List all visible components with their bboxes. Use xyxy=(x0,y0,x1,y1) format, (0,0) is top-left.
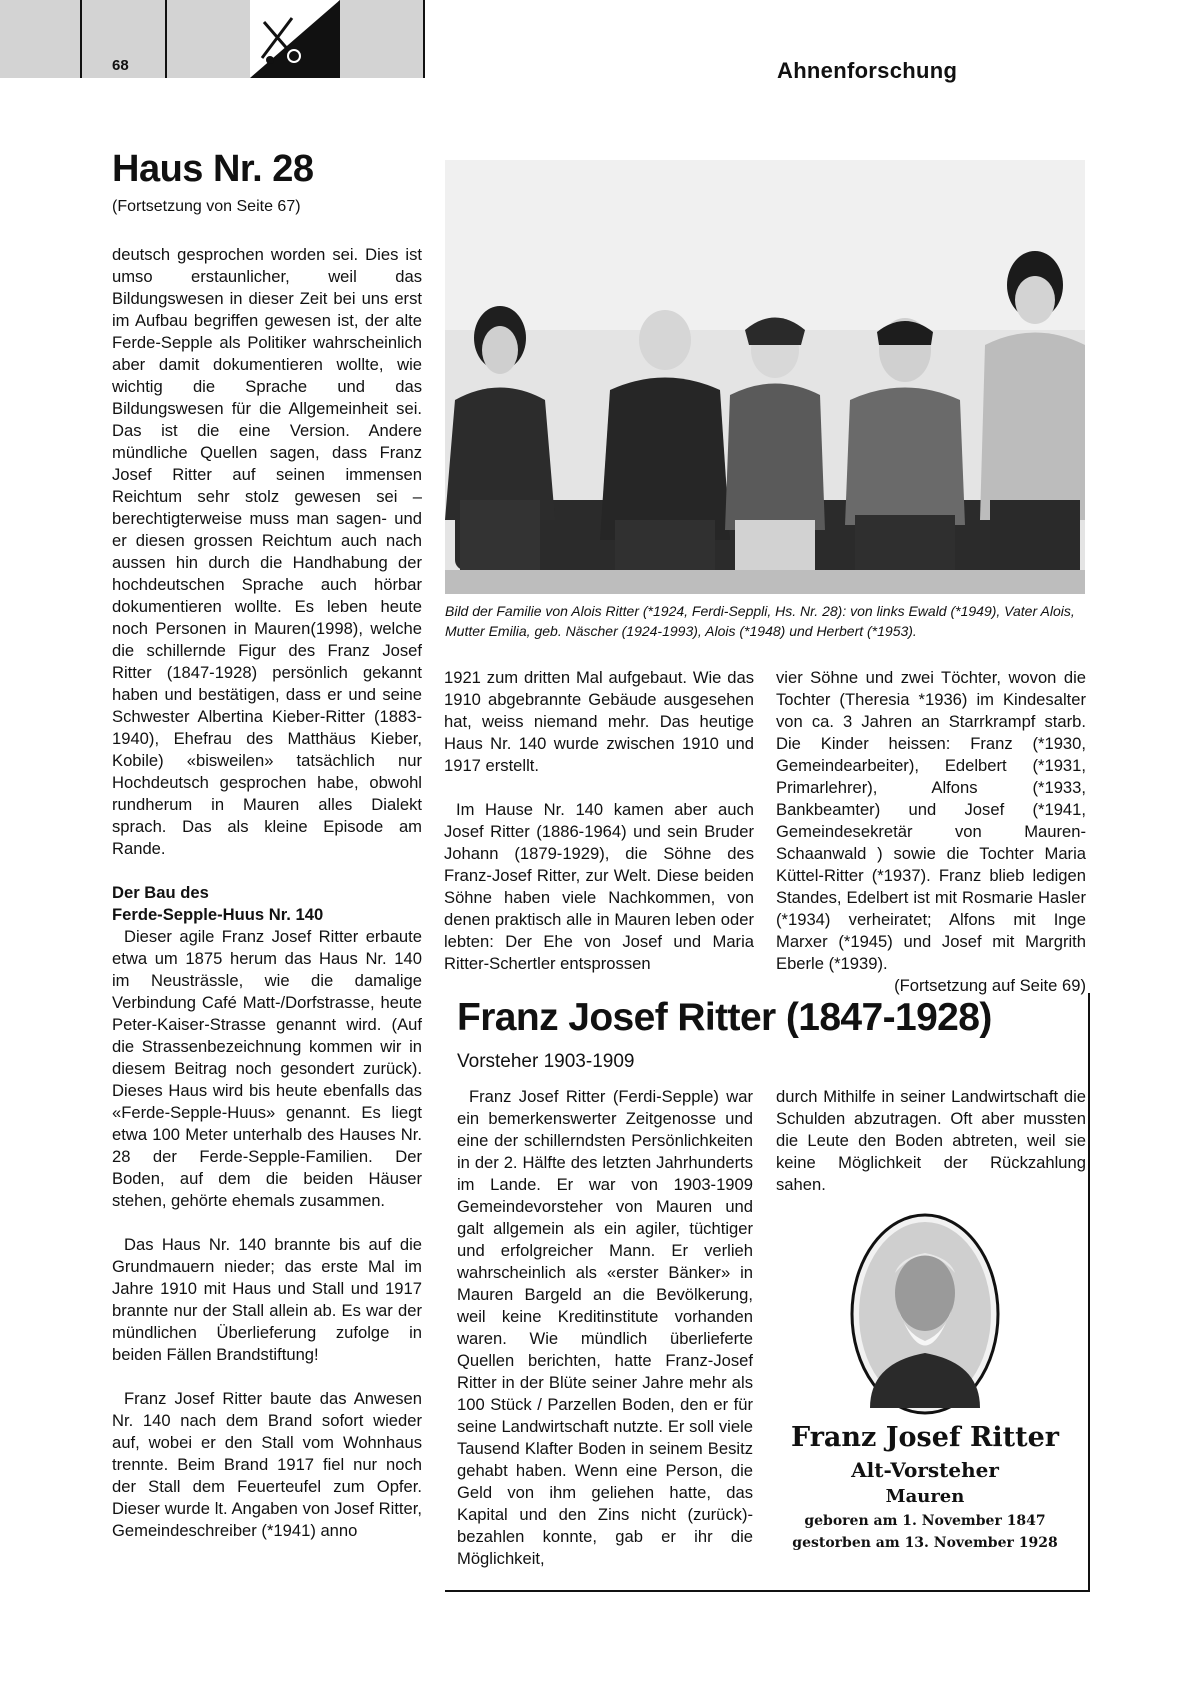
header-divider xyxy=(423,0,425,78)
paragraph: Das Haus Nr. 140 brannte bis auf die Grundmauern nieder; das erste Mal im Jahre 1910 mit Haus und Stall und 1917 brannte nur der Stall allein ab. Es war der mündlichen Überlieferung zufolge in beiden Fällen Brandstiftung! xyxy=(112,1235,422,1364)
sidebar-column: durch Mithilfe in seiner Landwirtschaft die Schulden abzutragen. Oft aber mussten die Leute den Boden abtreten, weil sie keine Möglichkeit der Rückzahlung sahen. xyxy=(776,1087,1086,1194)
memorial-name: Franz Josef Ritter xyxy=(791,1422,1059,1453)
sidebar-column: Franz Josef Ritter (Ferdi-Sepple) war ein bemerkenswerter Zeitgenosse und eine der schillerndsten Persönlichkeiten in der 2. Hälfte des letzten Jahrhunderts im Lande. Er war von 1903-1909 Gemeindevorsteher von Mauren und galt allgemein als ein agiler, tüchtiger und erfolgreicher Mann. Er verlieh wahrscheinlich als «erster Bänker» in Mauren Bargeld an die Bevölkerung, weil keine Kreditinstitute vorhanden waren. Wie mündlich überlieferte Quellen berichten, hatte Franz-Josef Ritter in der Blüte seiner Jahre mehr als 100 Stück / Parzellen Boden, den er für seine Landwirtschaft nutzte. Er soll viele Tausend Klafter Boden in seinem Besitz gehabt haben. Wenn eine Person, die Geld von ihm geliehen hatte, das Kapital und den Zins nicht (zurück)- bezahlen konnte, gab er ihr die Möglichkeit, xyxy=(457,1087,753,1568)
left-column xyxy=(112,244,422,1564)
memorial-place: Mauren xyxy=(885,1486,965,1507)
middle-column xyxy=(444,667,754,997)
memorial-role: Alt-Vorsteher xyxy=(851,1458,999,1482)
right-column xyxy=(776,667,1086,997)
paragraph: deutsch gesprochen worden sei. Dies ist umso erstaunlicher, weil das Bildungswesen in dieser Zeit bei uns erst im Aufbau begriffen gewesen ist, der alte Ferde-Sepple als Politiker wahrscheinlich aber damit dokumentieren wollte, wie wichtig die Sprache und das Bildungswesen für die Allgemeinheit sei. Das ist die eine Version. Andere mündliche Quellen sagen, dass Franz Josef Ritter auf seinen immensen Reichtum sehr stolz gewesen sei – berechtigterweise muss man sagen- und er diesen grossen Reichtum auch nach aussen hin durch die Handhabung der hochdeutschen Sprache auch hörbar dokumentieren wollte. Es leben heute noch Personen in Mauren(1998), welche die schillernde Figur des Franz Josef Ritter (1847-1928) persönlich gekannt haben und bestätigen, dass er und seine Schwester Albertina Kieber-Ritter (1883-1940), Ehefrau des Matthäus Kieber, Kobile) «bisweilen» tatsächlich nur Hochdeutsch gesprochen habe, obwohl rundherum in Mauren alles Dialekt sprach. Das als kleine Episode am Rande. xyxy=(112,245,422,858)
subheading xyxy=(112,882,422,926)
section-title: Ahnenforschung xyxy=(777,58,958,83)
portrait-image xyxy=(850,1213,1000,1415)
crossed-keys-icon xyxy=(250,0,340,78)
sidebar-title: Franz Josef Ritter (1847-1928) xyxy=(457,996,992,1039)
paragraph: vier Söhne und zwei Töchter, wovon die Tochter (Theresia *1936) im Kindesalter von ca. 3 Jahren an Starrkrampf starb. Die Kinder heissen: Franz (*1930, Gemeindearbeiter), Edelbert (*1931, Primarlehrer), Alfons (*1933, Bankbeamter) und Josef (*1941, Gemeindesekretär von Mauren-Schaanwald ) sowie die Tochter Maria Küttel-Ritter (*1937). Franz blieb ledigen Standes, Edelbert ist mit Rosmarie Hasler (*1934) verheiratet; Alfons mit Inge Marxer (*1945) und Josef mit Margrith Eberle (*1939). xyxy=(776,668,1086,973)
memorial-card xyxy=(790,1420,1060,1554)
sidebar-subtitle: Vorsteher 1903-1909 xyxy=(457,1051,635,1072)
family-photo xyxy=(445,160,1085,594)
header-divider xyxy=(165,0,167,78)
photo-caption: Bild der Familie von Alois Ritter (*1924, Ferdi-Seppli, Hs. Nr. 28): von links Ewald (*1949), Vater Alois, Mutter Emilia, geb. Näscher (1924-1993), Alois (*1948) und Herbert (*1953). xyxy=(445,603,1075,639)
page-number: 68 xyxy=(112,57,129,74)
subheading-line: Ferde-Sepple-Huus Nr. 140 xyxy=(112,905,324,924)
paragraph: Dieser agile Franz Josef Ritter erbaute etwa um 1875 herum das Haus Nr. 140 im Neusträssle, wie die damalige Verbindung Café Matt-/Dorfstrasse, heute Peter-Kaiser-Strasse genannt wird. (Auf die Strassenbezeichnung kommen wir in diesem Beitrag noch gesondert zurück). Dieses Haus wird bis heute ebenfalls das «Ferde-Sepple-Huus» genannt. Es liegt etwa 100 Meter unterhalb des Hauses Nr. 28 der Ferde-Sepple-Familien. Der Boden, auf dem die beiden Häuser stehen, gehörte ehemals zusammen. xyxy=(112,927,422,1210)
header-divider xyxy=(80,0,82,78)
article-title: Haus Nr. 28 xyxy=(112,148,314,190)
paragraph: Franz Josef Ritter baute das Anwesen Nr. 140 nach dem Brand sofort wieder auf, wobei er den Stall vom Wohnhaus trennte. Beim Brand 1917 fiel nur noch der Stall dem Feuerteufel zum Opfer. Dieser wurde lt. Angaben von Josef Ritter, Gemeindeschreiber (*1941) anno xyxy=(112,1389,422,1540)
paragraph: 1921 zum dritten Mal aufgebaut. Wie das 1910 abgebrannte Gebäude ausgesehen hat, weiss niemand mehr. Das heutige Haus Nr. 140 wurde zwischen 1910 und 1917 erstellt. xyxy=(444,668,754,775)
header-strip xyxy=(0,0,425,78)
subheading-line: Der Bau des xyxy=(112,883,209,902)
paragraph: Im Hause Nr. 140 kamen aber auch Josef Ritter (1886-1964) und sein Bruder Johann (1879-1929), die Söhne des Franz-Josef Ritter, zur Welt. Diese beiden Söhne haben viele Nachkommen, von denen praktisch alle in Mauren leben oder lebten: Der Ehe von Josef und Maria Ritter-Schertler entsprossen xyxy=(444,800,754,973)
memorial-died: gestorben am 13. November 1928 xyxy=(792,1535,1058,1551)
continuation-link: (Fortsetzung auf Seite 69) xyxy=(894,976,1086,995)
memorial-born: geboren am 1. November 1847 xyxy=(804,1513,1046,1529)
continuation-note: (Fortsetzung von Seite 67) xyxy=(112,198,301,215)
